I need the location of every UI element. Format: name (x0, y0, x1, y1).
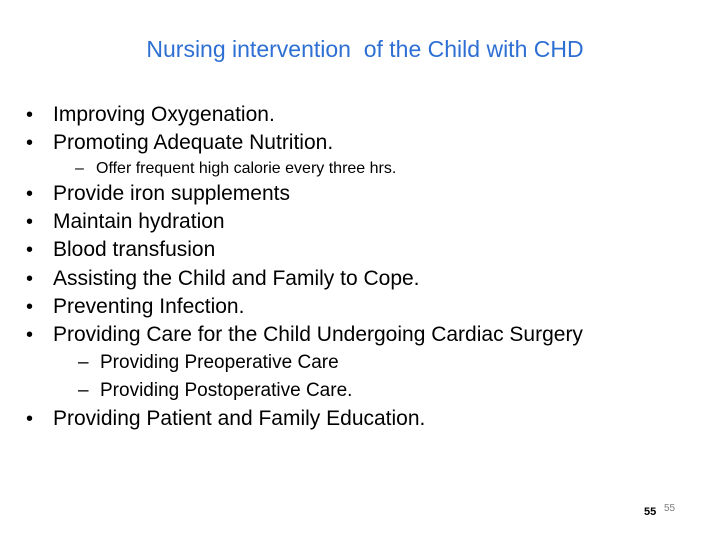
page-number-small: 55 (664, 503, 676, 514)
list-item-text: Providing Care for the Child Undergoing Cardiac Surgery (53, 323, 583, 346)
list-item-text: Maintain hydration (53, 210, 225, 233)
list-item-text: Improving Oxygenation. (53, 103, 275, 126)
list-item-text: Blood transfusion (53, 238, 216, 261)
bullet-marker: • (26, 132, 34, 154)
bullet-marker: • (26, 239, 34, 261)
bullet-marker: • (26, 211, 34, 233)
sub-list-item-text: Providing Preoperative Care (100, 352, 339, 373)
bullet-marker: • (26, 183, 34, 205)
sub-list-item-text: Offer frequent high calorie every three hrs. (96, 160, 397, 177)
dash-marker: – (78, 352, 89, 373)
list-item-text: Providing Patient and Family Education. (53, 407, 426, 430)
bullet-marker: • (26, 104, 34, 126)
bullet-marker: • (26, 296, 34, 318)
list-item-text: Assisting the Child and Family to Cope. (53, 267, 420, 290)
sub-list-item-text: Providing Postoperative Care. (100, 380, 353, 401)
list-item-text: Preventing Infection. (53, 295, 245, 318)
list-item-text: Provide iron supplements (53, 182, 290, 205)
page-number: 55 (644, 506, 657, 518)
slide-title: Nursing intervention of the Child with CHD (146, 36, 584, 62)
bullet-marker: • (26, 268, 34, 290)
dash-marker: – (75, 160, 84, 177)
bullet-marker: • (26, 408, 34, 430)
dash-marker: – (78, 380, 89, 401)
list-item-text: Promoting Adequate Nutrition. (53, 131, 334, 154)
bullet-marker: • (26, 324, 34, 346)
